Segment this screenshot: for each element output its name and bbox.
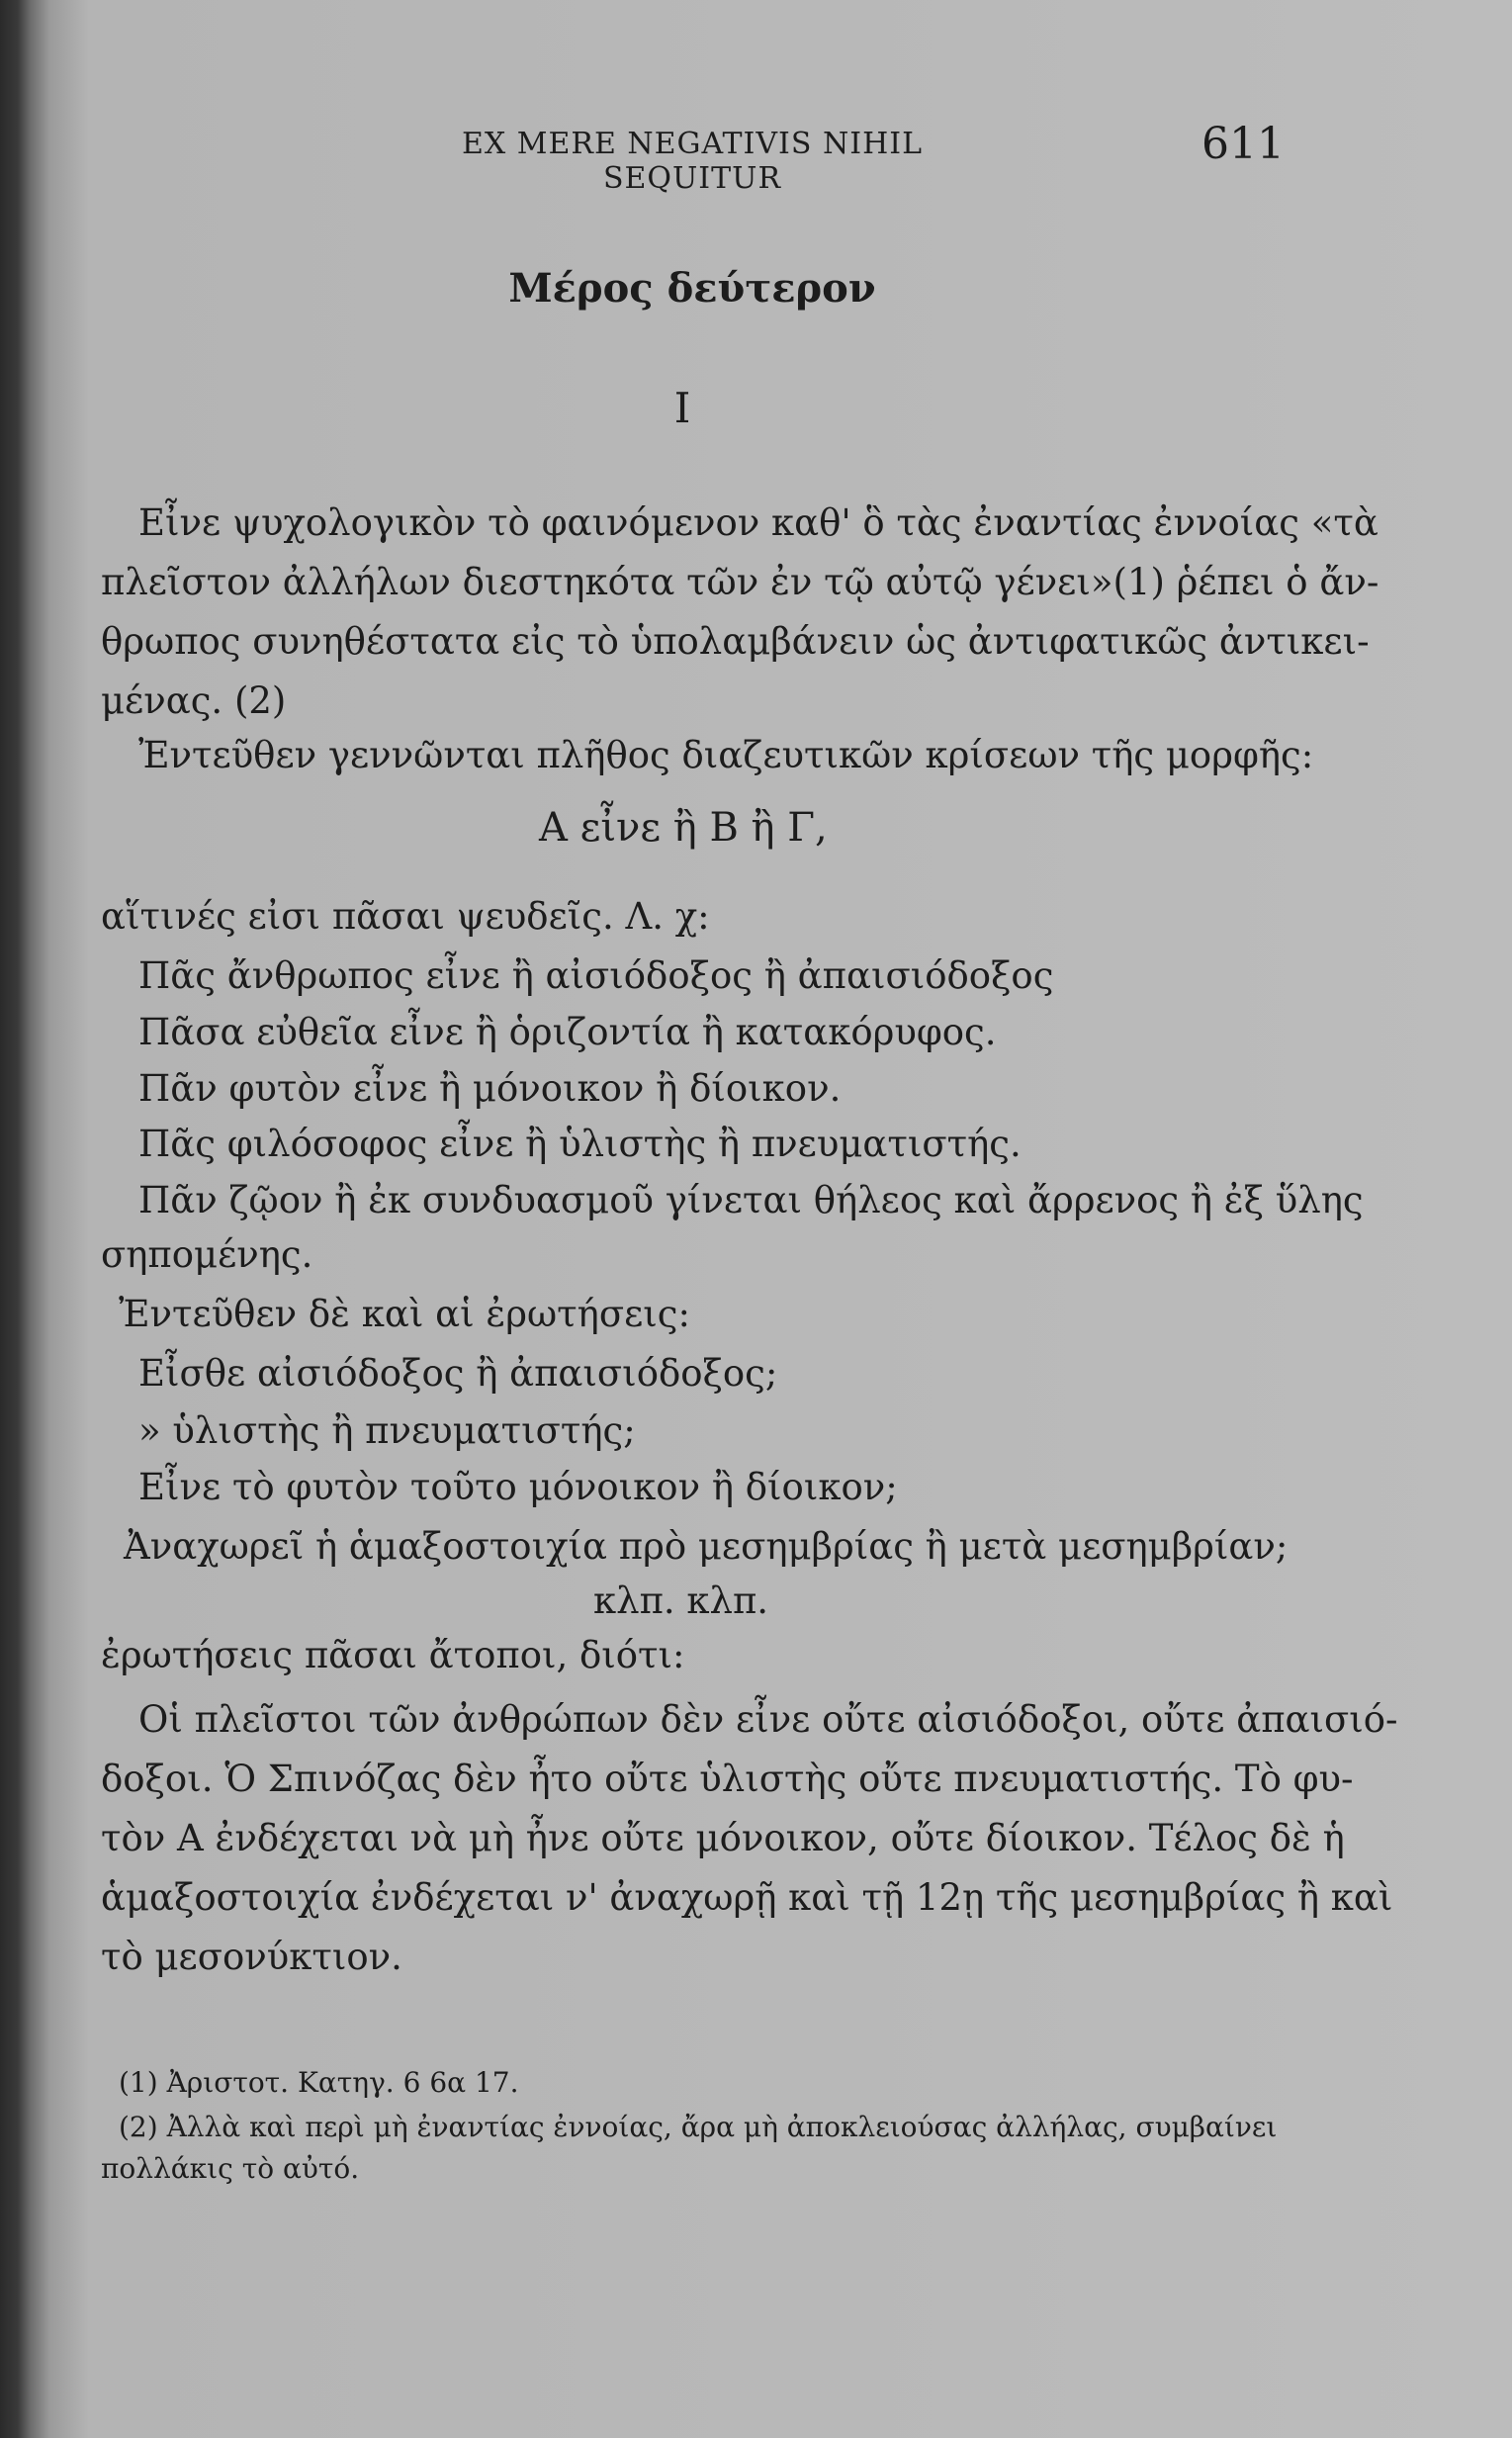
paragraph-line: ἁμαξοστοιχία ἐνδέχεται ν' ἀναχωρῇ καὶ τῇ 12ῃ τῆς μεσημβρίας ἢ καὶ: [101, 1876, 1393, 1919]
paragraph-line: Οἱ πλεῖστοι τῶν ἀνθρώπων δὲν εἶνε οὔτε αἰσιόδοξοι, οὔτε ἀπαισιό-: [138, 1698, 1398, 1741]
paragraph-line: Ἐντεῦθεν δὲ καὶ αἱ ἐρωτήσεις:: [119, 1293, 690, 1335]
running-head: EX MERE NEGATIVIS NIHIL SEQUITUR: [461, 127, 924, 196]
paragraph-line: αἵτινές εἰσι πᾶσαι ψευδεῖς. Λ. χ:: [101, 895, 710, 938]
footnote-continuation: πολλάκις τὸ αὐτό.: [101, 2152, 360, 2185]
example-line: Πᾶς φιλόσοφος εἶνε ἢ ὑλιστὴς ἢ πνευματιστής.: [138, 1123, 1022, 1165]
paragraph-line: Εἶνε ψυχολογικὸν τὸ φαινόμενον καθ' ὃ τὰς ἐναντίας ἐννοίας «τὰ: [138, 501, 1379, 544]
question-line: Εἶνε τὸ φυτὸν τοῦτο μόνοικον ἢ δίοικον;: [138, 1466, 898, 1508]
example-line: Πᾶν φυτὸν εἶνε ἢ μόνοικον ἢ δίοικον.: [138, 1067, 842, 1110]
footnote: (2) Ἀλλὰ καὶ περὶ μὴ ἐναντίας ἐννοίας, ἄρα μὴ ἀποκλειούσας ἀλλήλας, συμβαίνει: [119, 2111, 1278, 2143]
paragraph-line: δοξοι. Ὁ Σπινόζας δὲν ἦτο οὔτε ὑλιστὴς οὔτε πνευματιστής. Τὸ φυ-: [101, 1758, 1354, 1800]
paragraph-line: θρωπος συνηθέστατα εἰς τὸ ὑπολαμβάνειν ὡς ἀντιφατικῶς ἀντικει-: [101, 620, 1370, 663]
example-line: σηπομένης.: [101, 1233, 313, 1276]
example-line: Πᾶς ἄνθρωπος εἶνε ἢ αἰσιόδοξος ἢ ἀπαισιόδοξος: [138, 954, 1054, 997]
question-line: Εἶσθε αἰσιόδοξος ἢ ἀπαισιόδοξος;: [138, 1352, 778, 1395]
page-number: 611: [1201, 119, 1285, 169]
example-line: Πᾶν ζῷον ἢ ἐκ συνδυασμοῦ γίνεται θήλεος καὶ ἄρρενος ἢ ἐξ ὕλης: [138, 1179, 1364, 1221]
question-line: κλπ. κλπ.: [593, 1580, 769, 1622]
paragraph-line: τὸν Α ἐνδέχεται νὰ μὴ ἦνε οὔτε μόνοικον, οὔτε δίοικον. Τέλος δὲ ἡ: [101, 1817, 1345, 1859]
paragraph-line: πλεῖστον ἀλλήλων διεστηκότα τῶν ἐν τῷ αὐτῷ γένει»(1) ῥέπει ὁ ἄν-: [101, 561, 1379, 603]
paragraph-line: τὸ μεσονύκτιον.: [101, 1936, 402, 1978]
paragraph-line: μένας. (2): [101, 679, 287, 722]
example-line: Πᾶσα εὐθεῖα εἶνε ἢ ὁριζοντία ἢ κατακόρυφος.: [138, 1011, 997, 1053]
paragraph-line: ἐρωτήσεις πᾶσαι ἄτοποι, διότι:: [101, 1634, 685, 1676]
formula: Α εἶνε ἢ Β ἢ Γ,: [539, 805, 828, 851]
part-title: Μέρος δεύτερον: [508, 265, 876, 312]
section-number: I: [673, 384, 691, 432]
question-line: Ἀναχωρεῖ ἡ ἁμαξοστοιχία πρὸ μεσημβρίας ἢ μετὰ μεσημβρίαν;: [124, 1525, 1289, 1568]
footnote: (1) Ἀριστοτ. Κατηγ. 6 6α 17.: [119, 2066, 519, 2099]
question-line: » ὑλιστὴς ἢ πνευματιστής;: [138, 1409, 636, 1452]
paragraph-line: Ἐντεῦθεν γεννῶνται πλῆθος διαζευτικῶν κρίσεων τῆς μορφῆς:: [138, 734, 1314, 776]
